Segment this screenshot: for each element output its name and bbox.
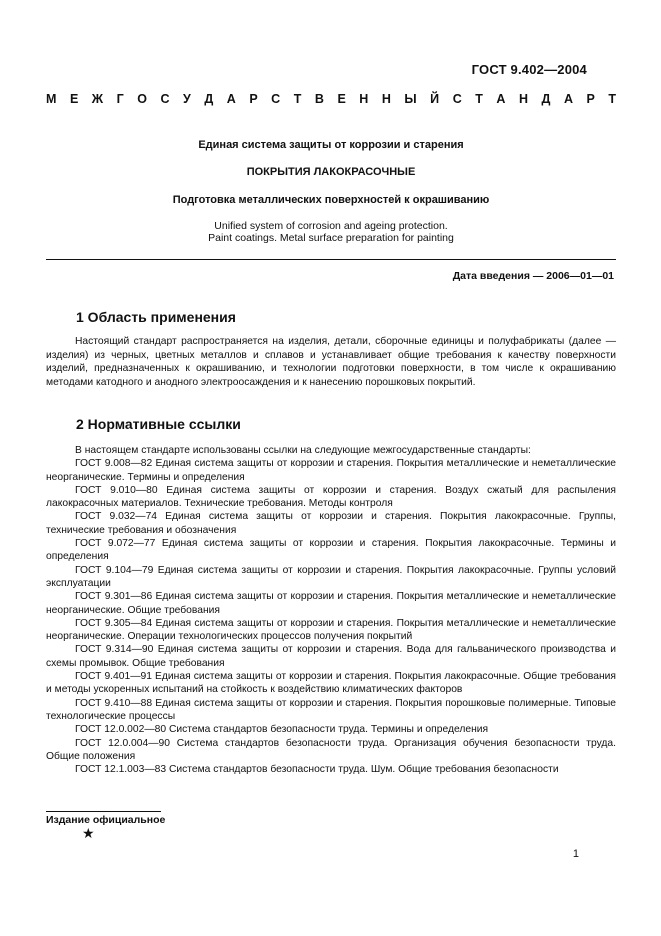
- reference-item: ГОСТ 9.010—80 Единая система защиты от коррозии и старения. Воздух сжатый для распыления лакокрасочных материалов. Технические требования. Методы контроля: [46, 484, 616, 510]
- footer-divider: [46, 811, 161, 812]
- reference-item: ГОСТ 9.314—90 Единая система защиты от коррозии и старения. Вода для гальванического производства и схемы промывок. Общие требования: [46, 644, 616, 669]
- standard-type-heading: М Е Ж Г О С У Д А Р С Т В Е Н Н Ы Й С Т А Н Д А Р Т: [46, 92, 616, 106]
- reference-item: ГОСТ 9.008—82 Единая система защиты от коррозии и старения. Покрытия металлические и неметаллические неорганические. Термины и определения: [46, 458, 616, 483]
- reference-item: ГОСТ 9.410—88 Единая система защиты от коррозии и старения. Покрытия порошковые полимерные. Типовые технологические процессы: [46, 697, 616, 722]
- reference-item: ГОСТ 9.401—91 Единая система защиты от коррозии и старения. Покрытия лакокрасочные. Общие требования и методы ускоренных испытаний на стойкость к воздействию климатических факторов: [46, 671, 616, 696]
- subtitle: Подготовка металлических поверхностей к окрашиванию: [172, 194, 490, 206]
- section-1-heading: 1 Область применения: [76, 309, 236, 325]
- system-title: Единая система защиты от коррозии и старения: [198, 139, 464, 151]
- main-title: ПОКРЫТИЯ ЛАКОКРАСОЧНЫЕ: [246, 166, 416, 178]
- document-number: ГОСТ 9.402—2004: [471, 62, 587, 77]
- divider: [46, 259, 616, 260]
- section-2-heading: 2 Нормативные ссылки: [76, 416, 241, 432]
- references-list: [46, 444, 616, 776]
- reference-item: ГОСТ 12.0.002—80 Система стандартов безопасности труда. Термины и определения: [75, 724, 489, 736]
- reference-item: ГОСТ 9.104—79 Единая система защиты от коррозии и старения. Покрытия лакокрасочные. Группы условий эксплуатации: [46, 564, 616, 589]
- reference-item: ГОСТ 9.032—74 Единая система защиты от коррозии и старения. Покрытия лакокрасочные. Группы, технические требования и обозначения: [46, 511, 616, 536]
- reference-item: ГОСТ 9.072—77 Единая система защиты от коррозии и старения. Покрытия лакокрасочные. Термины и определения: [46, 538, 616, 563]
- star-icon: ★: [82, 825, 95, 841]
- reference-item: ГОСТ 12.0.004—90 Система стандартов безопасности труда. Организация обучения безопасности труда. Общие положения: [46, 737, 616, 762]
- reference-item: ГОСТ 9.301—86 Единая система защиты от коррозии и старения. Покрытия металлические и неметаллические неорганические. Общие требования: [46, 591, 616, 616]
- english-title-line: Paint coatings. Metal surface preparation for painting: [208, 232, 454, 244]
- references-intro: В настоящем стандарте использованы ссылки на следующие межгосударственные стандарты:: [75, 445, 531, 456]
- introduction-date: Дата введения — 2006—01—01: [452, 270, 614, 282]
- section-1-text: Настоящий стандарт распространяется на изделия, детали, сборочные единицы и полуфабрикаты (далее — изделия) из черных, цветных металлов и сплавов и устанавливает общие требования к качеству поверхности изделий, предназначенных к окрашиванию, и технологии подготовки поверхности, в том числе к окрашиванию методами катодного и анодного электроосаждения и к нанесению порошковых покрытий.: [46, 336, 616, 388]
- title-block: [46, 138, 616, 244]
- english-title: [46, 220, 616, 244]
- reference-item: ГОСТ 12.1.003—83 Система стандартов безопасности труда. Шум. Общие требования безопасности: [75, 764, 559, 776]
- reference-item: ГОСТ 9.305—84 Единая система защиты от коррозии и старения. Покрытия металлические и неметаллические неорганические. Операции технологических процессов получения покрытий: [46, 617, 616, 643]
- page-number: 1: [572, 848, 579, 860]
- english-title-line: Unified system of corrosion and ageing protection.: [214, 220, 448, 232]
- edition-label: Издание официальное: [46, 814, 166, 826]
